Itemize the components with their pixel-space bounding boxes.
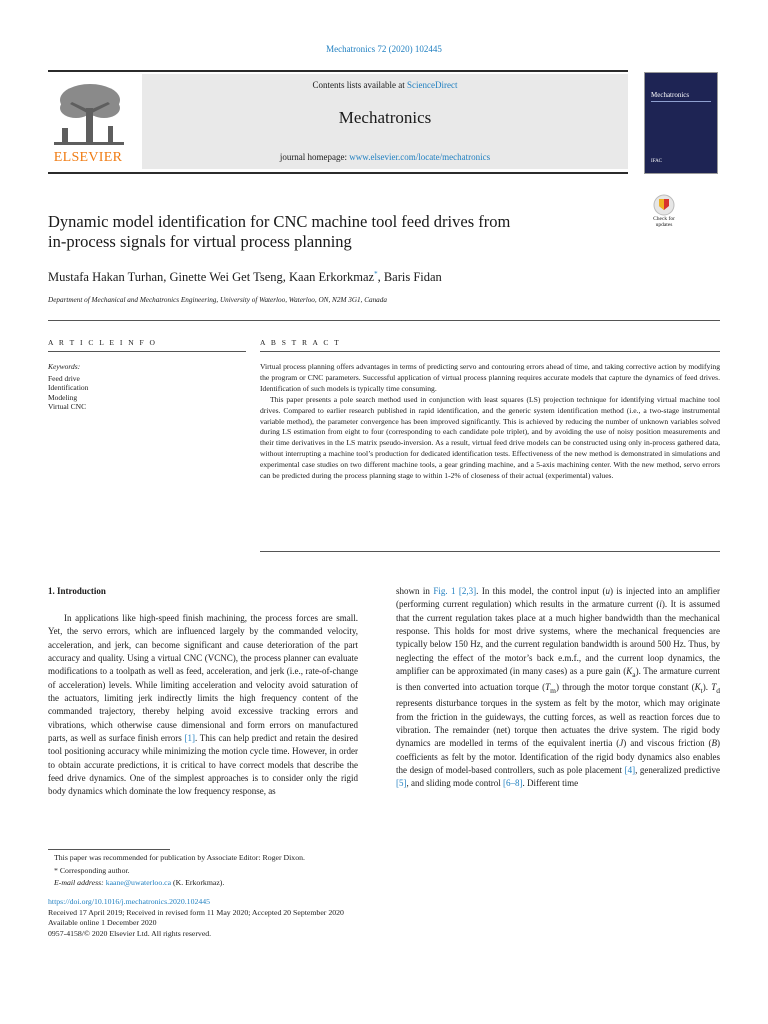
affiliation-rule [48, 320, 720, 321]
publication-info [48, 897, 728, 939]
sciencedirect-link[interactable]: ScienceDirect [407, 80, 458, 90]
symbol: B [711, 738, 717, 749]
citation-link[interactable]: [5] [396, 778, 407, 789]
symbol-subscript: t [700, 686, 703, 695]
footnote-corresponding-text: Corresponding author. [59, 865, 130, 875]
author-3[interactable]: Kaan Erkorkmaz [289, 270, 375, 284]
check-for-updates-label [644, 216, 684, 228]
intro-text: ) coefficients as felt by the motor. Identification of the rigid body dynamics also enables the design of model-based controllers, such as pole placement [396, 738, 720, 776]
abstract-heading: A B S T R A C T [260, 338, 341, 347]
symbol-subscript: d [716, 686, 720, 695]
article-info-heading: A R T I C L E I N F O [48, 338, 157, 347]
keyword-item: Identification [48, 383, 89, 393]
check-for-updates-line-2: updates [655, 222, 673, 228]
figure-link[interactable]: Fig. 1 [433, 586, 456, 596]
symbol: T [711, 682, 717, 693]
doi-link[interactable]: https://doi.org/10.1016/j.mechatronics.2020.102445 [48, 897, 211, 906]
cover-divider [651, 101, 711, 102]
citation-link[interactable]: [2,3] [458, 586, 477, 596]
email-link[interactable]: kaane@uwaterloo.ca [105, 878, 172, 888]
keyword-item: Modeling [48, 392, 78, 402]
masthead-top-rule [48, 70, 628, 72]
keywords-label: Keywords: [48, 362, 81, 371]
symbol-subscript: m [550, 686, 556, 695]
abstract-rule [260, 351, 720, 352]
corresponding-author-star[interactable]: * [374, 270, 378, 278]
footnote-corresponding [48, 865, 728, 878]
journal-title: Mechatronics [338, 108, 432, 127]
keyword-item: Feed drive [48, 374, 80, 383]
check-for-updates-line-1: Check for [653, 216, 675, 222]
symbol: K [694, 682, 701, 693]
intro-text: , and sliding mode control [406, 778, 503, 789]
keyword-item: Virtual CNC [48, 402, 87, 412]
cover-ifac: IFAC [651, 159, 663, 164]
article-title [48, 212, 608, 252]
footnote-email [48, 877, 728, 890]
check-for-updates-button[interactable] [644, 194, 684, 228]
abstract-paragraph-1: Virtual process planning offers advantages in terms of predicting servo and contouring errors ahead of time, and taking corrective action by modifying the program or CNC parameters. Successful application of virtual process planning requires accurate models that capture the dynamics of feed drives. Identification of such models is typically time consuming. [260, 362, 720, 393]
abstract-paragraph-2: This paper presents a pole search method used in conjunction with least squares (LS) projection technique for identifying virtual machine tool drives. Compared to earlier research published in rapid identification, and the generic system identification method (i.e., a two-stage instrumental variable method), the parameter convergence has been improved significantly. This is achieved by reducing the number of unknown variables solved during LS estimation from eight to four (corresponding to each candidate pole triplet), and by avoiding the use of noisy position measurements and their time derivatives in the LS matrix pseudo-inversion. As a result, virtual feed drive models can be constructed using only in-process gathered data, without interrupting a machine tool’s production for dedicated identification tests. Effectiveness of the new method is demonstrated in simulations and experimental case studies on two different machine tools, a gear grinding machine, and a 5-axis machining center. With the new method, servo errors can be predicted during the process planning stage to within 1-2% of closeness of their actual (experimental) values. [260, 394, 720, 481]
keyword-list [48, 374, 88, 412]
received-dates: Received 17 April 2019; Received in revised form 11 May 2020; Accepted 20 September 2020 [48, 907, 344, 917]
article-info-rule [48, 351, 246, 352]
author-1[interactable]: Mustafa Hakan Turhan [48, 270, 164, 284]
symbol: J [619, 738, 624, 749]
symbol: u [605, 586, 611, 596]
introduction-heading: 1. Introduction [48, 586, 106, 596]
intro-paragraph-1 [48, 612, 358, 799]
intro-text: ). The armature current is then converted into actuation torque ( [396, 666, 720, 693]
publisher-name: ELSEVIER [53, 150, 123, 165]
symbol-subscript: a [632, 669, 636, 679]
author-list: Mustafa Hakan Turhan, Ginette Wei Get Tseng, Kaan Erkorkmaz*, Baris Fidan [48, 270, 442, 284]
abstract-end-rule [260, 551, 720, 552]
homepage-prefix: journal homepage: [279, 152, 350, 162]
author-4[interactable]: Baris Fidan [383, 270, 442, 284]
crossmark-icon [653, 194, 675, 216]
symbol: T [545, 682, 551, 693]
intro-text: ) and viscous friction ( [623, 738, 712, 749]
intro-text: ) through the motor torque constant ( [556, 682, 695, 693]
symbol: i [659, 599, 662, 610]
intro-text: . This can help predict and retain the desired tool positioning accuracy while minimizing the motion cycle time. However, in order to obtain accurate predictions, it is critical to have correct models that describe the feed drive dynamics. One of the simplest approaches is to consider only the rigid body dynamics which dominate the low frequency response, as [48, 733, 359, 797]
intro-text: In applications like high-speed finish machining, the process forces are small. Yet, the servo errors, which are influenced largely by the commanded velocity, acceleration, and jerk, can become significant and cause deterioration of the part accuracy and quality. Using a virtual CNC (VCNC), the process planner can evaluate modifications to a toolpath as well as feed, acceleration, and jerk (i.e., rate-of-change of acceleration) levels. While limiting acceleration and velocity avoid saturation of the actuators, limiting jerk indirectly limits the high frequency content of the commanded trajectory, thereby helping avoid excessive tracking errors and vibrations, which otherwise cause dimensional and form errors on manufactured parts, as well as surface finish errors [48, 613, 358, 744]
article-title-line-1: Dynamic model identification for CNC machine tool feed drives from [48, 212, 511, 231]
copyright: 0957-4158/© 2020 Elsevier Ltd. All rights reserved. [48, 928, 212, 938]
citation-link[interactable]: [6–8] [503, 778, 523, 789]
footnotes [48, 852, 728, 890]
citation-link[interactable]: [4] [624, 765, 636, 776]
author-affiliation: Department of Mechanical and Mechatronics Engineering, University of Waterloo, Waterloo, ON, N2M 3G1, Canada [48, 296, 387, 304]
intro-text: shown in [396, 586, 434, 596]
intro-text: represents disturbance torques in the system as felt by the motor, which may originate from the friction in the guideways, the cutting forces, as well as reaction forces due to vibration. The remainder (net) torque then actuates the drive system. The rigid body dynamics are modelled in terms of the equivalent inertia ( [396, 698, 720, 749]
footnote-rule [48, 849, 170, 850]
email-label: E-mail address: [54, 878, 106, 888]
citation-link[interactable]: [1] [184, 733, 195, 744]
contents-line [142, 80, 628, 90]
intro-text: , generalized predictive [635, 765, 720, 776]
footnote-star: * [54, 865, 58, 875]
intro-text: ). [702, 682, 712, 693]
journal-homepage-link[interactable]: www.elsevier.com/locate/mechatronics [349, 152, 491, 162]
homepage-line [142, 152, 628, 162]
intro-text: ). It is assumed that the current regulation takes place at a much higher bandwidth than the mechanical response. This holds for most drive systems, where the mechanical frequencies are typically below 150 Hz, and the current regulation bandwidth is around 500 Hz. Thus, by neglecting the effect of the motor’s back e.m.f., and the current loop dynamics, the amplifier can be approximated (in many cases) as a pure gain ( [396, 599, 720, 677]
author-2[interactable]: Ginette Wei Get Tseng [169, 270, 283, 284]
article-title-line-2: in-process signals for virtual process planning [48, 232, 352, 251]
journal-reference-link[interactable]: Mechatronics 72 (2020) 102445 [326, 44, 442, 54]
intro-text: . In this model, the control input ( [476, 586, 606, 596]
intro-text: . Different time [522, 778, 579, 789]
masthead-bottom-rule [48, 172, 628, 174]
journal-cover-thumbnail[interactable] [644, 72, 718, 174]
intro-paragraph-continued [396, 585, 720, 791]
intro-text: ) is injected into an amplifier (performing current regulation) which results in the armature current ( [396, 586, 721, 610]
abstract-body [260, 362, 720, 482]
body-column-left [48, 612, 358, 799]
email-suffix: (K. Erkorkmaz). [171, 878, 225, 888]
symbol: K [626, 666, 633, 677]
body-column-right [396, 585, 720, 791]
contents-prefix: Contents lists available at [312, 80, 407, 90]
cover-title: Mechatronics [651, 91, 690, 99]
available-online: Available online 1 December 2020 [48, 918, 157, 928]
footnote-recommendation: This paper was recommended for publication by Associate Editor: Roger Dixon. [54, 853, 305, 862]
